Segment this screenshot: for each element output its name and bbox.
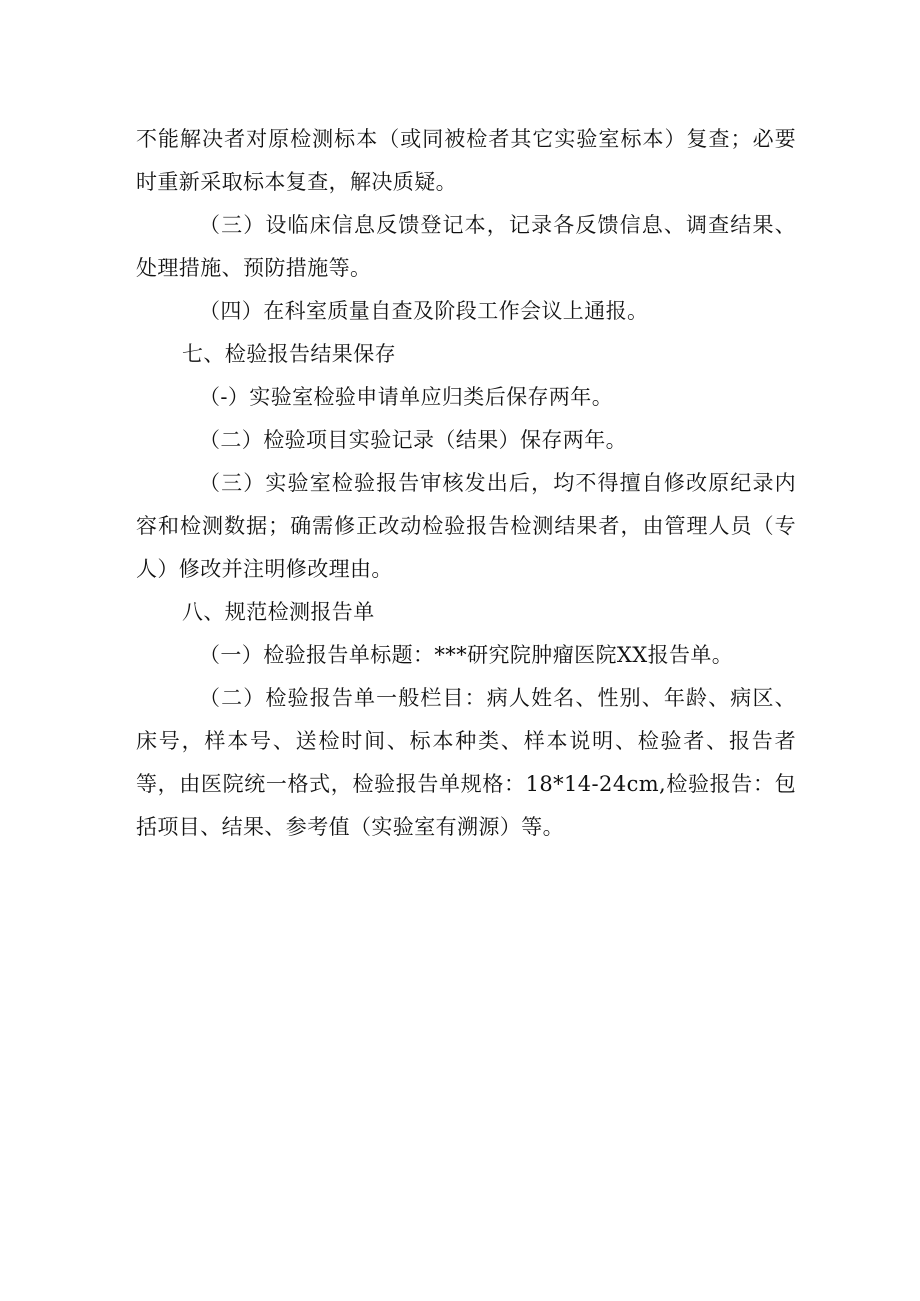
section-heading-8: 八、规范检测报告单	[182, 600, 375, 624]
document-body	[136, 118, 796, 849]
paragraph-report-fields: （二）检验报告单一般栏目：病人姓名、性别、年龄、病区、床号，样本号、送检时间、标本种类、样本说明、检验者、报告者等，由医院统一格式，检验报告单规格：18*14-24cm,检验报告：包括项目、结果、参考值（实验室有溯源）等。	[136, 686, 796, 839]
paragraph-record-storage: （二）检验项目实验记录（结果）保存两年。	[199, 428, 627, 452]
section-heading-7: 七、检验报告结果保存	[182, 342, 396, 366]
paragraph-feedback-register: （三）设临床信息反馈登记本，记录各反馈信息、调查结果、处理措施、预防措施等。	[136, 213, 796, 280]
paragraph-report-title: （一）检验报告单标题：***研究院肿瘤医院XX报告单。	[199, 643, 734, 667]
paragraph-report-meeting: （四）在科室质量自查及阶段工作会议上通报。	[199, 299, 649, 323]
paragraph-continuation: 不能解决者对原检测标本（或同被检者其它实验室标本）复查；必要时重新采取标本复查，解决质疑。	[136, 127, 796, 194]
paragraph-report-modification: （三）实验室检验报告审核发出后，均不得擅自修改原纪录内容和检测数据；确需修正改动检验报告检测结果者，由管理人员（专人）修改并注明修改理由。	[136, 471, 796, 581]
paragraph-request-storage: （-）实验室检验申请单应归类后保存两年。	[199, 385, 614, 409]
